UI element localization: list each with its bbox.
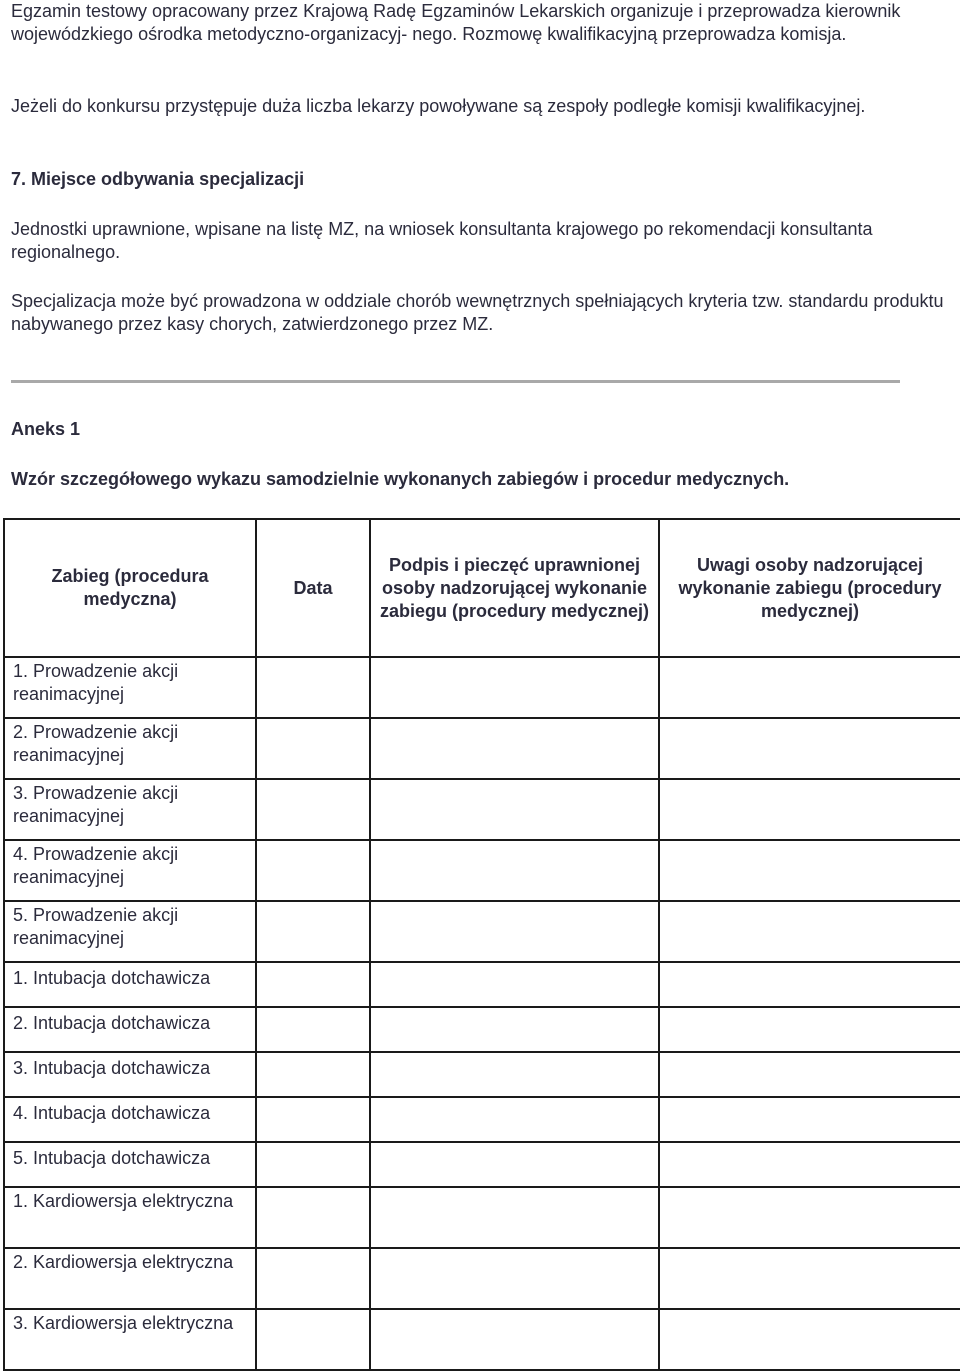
date-cell[interactable] [256,657,370,718]
signature-cell[interactable] [370,657,659,718]
procedure-cell: 2. Prowadzenie akcji reanimacyjnej [4,718,256,779]
remarks-cell[interactable] [659,840,960,901]
procedure-cell: 1. Kardiowersja elektryczna [4,1187,256,1248]
remarks-cell[interactable] [659,657,960,718]
procedure-cell: 4. Prowadzenie akcji reanimacyjnej [4,840,256,901]
signature-cell[interactable] [370,1142,659,1187]
date-cell[interactable] [256,901,370,962]
header-remarks: Uwagi osoby nadzorującej wykonanie zabiegu (procedury medycznej) [659,519,960,657]
intro-paragraph-exam: Egzamin testowy opracowany przez Krajową Radę Egzaminów Lekarskich organizuje i przeprowadza kierownik wojewódzkiego ośrodka metodyczno-organizacyj- nego. Rozmowę kwalifikacyjną przeprowadza komisja. [11,1,901,44]
remarks-cell[interactable] [659,1142,960,1187]
procedure-cell: 2. Intubacja dotchawicza [4,1007,256,1052]
header-procedure: Zabieg (procedura medyczna) [4,519,256,657]
section-7-paragraph-units: Jednostki uprawnione, wpisane na listę MZ, na wniosek konsultanta krajowego po rekomendacji konsultanta regionalnego. [11,219,873,262]
signature-cell[interactable] [370,901,659,962]
table-row [4,657,960,718]
signature-cell[interactable] [370,1248,659,1309]
remarks-cell[interactable] [659,1052,960,1097]
remarks-cell[interactable] [659,1187,960,1248]
annex-title: Aneks 1 [11,419,81,439]
table-row [4,1007,960,1052]
signature-cell[interactable] [370,1309,659,1370]
signature-cell[interactable] [370,1007,659,1052]
table-row [4,1052,960,1097]
table-row [4,1309,960,1370]
remarks-cell[interactable] [659,1097,960,1142]
section-7-paragraph-ward: Specjalizacja może być prowadzona w oddziale chorób wewnętrznych spełniających kryteria tzw. standardu produktu nabywanego przez kasy chorych, zatwierdzonego przez MZ. [11,291,944,334]
date-cell[interactable] [256,1007,370,1052]
table-row [4,1097,960,1142]
table-row [4,779,960,840]
remarks-cell[interactable] [659,901,960,962]
signature-cell[interactable] [370,1052,659,1097]
header-date: Data [256,519,370,657]
procedure-cell: 4. Intubacja dotchawicza [4,1097,256,1142]
remarks-cell[interactable] [659,962,960,1007]
date-cell[interactable] [256,718,370,779]
procedure-cell: 2. Kardiowersja elektryczna [4,1248,256,1309]
remarks-cell[interactable] [659,1007,960,1052]
signature-cell[interactable] [370,962,659,1007]
signature-cell[interactable] [370,718,659,779]
procedure-cell: 3. Kardiowersja elektryczna [4,1309,256,1370]
remarks-cell[interactable] [659,718,960,779]
procedure-cell: 5. Prowadzenie akcji reanimacyjnej [4,901,256,962]
remarks-cell[interactable] [659,1248,960,1309]
signature-cell[interactable] [370,1097,659,1142]
table-row [4,718,960,779]
procedures-table [3,518,960,1371]
horizontal-divider [11,380,900,383]
procedure-cell: 3. Prowadzenie akcji reanimacyjnej [4,779,256,840]
annex-subtitle: Wzór szczegółowego wykazu samodzielnie wykonanych zabiegów i procedur medycznych. [11,469,790,489]
date-cell[interactable] [256,1142,370,1187]
table-row [4,1142,960,1187]
date-cell[interactable] [256,1097,370,1142]
date-cell[interactable] [256,1248,370,1309]
procedure-cell: 5. Intubacja dotchawicza [4,1142,256,1187]
header-signature: Podpis i pieczęć uprawnionej osoby nadzorującej wykonanie zabiegu (procedury medycznej) [370,519,659,657]
table-row [4,962,960,1007]
date-cell[interactable] [256,1309,370,1370]
intro-paragraph-teams: Jeżeli do konkursu przystępuje duża liczba lekarzy powoływane są zespoły podległe komisji kwalifikacyjnej. [11,96,866,116]
date-cell[interactable] [256,962,370,1007]
signature-cell[interactable] [370,1187,659,1248]
table-row [4,901,960,962]
remarks-cell[interactable] [659,779,960,840]
section-7-heading: 7. Miejsce odbywania specjalizacji [11,169,305,189]
table-row [4,1248,960,1309]
date-cell[interactable] [256,1187,370,1248]
date-cell[interactable] [256,1052,370,1097]
table-row [4,840,960,901]
procedure-cell: 3. Intubacja dotchawicza [4,1052,256,1097]
table-header-row [4,519,960,657]
date-cell[interactable] [256,779,370,840]
signature-cell[interactable] [370,779,659,840]
signature-cell[interactable] [370,840,659,901]
procedure-cell: 1. Intubacja dotchawicza [4,962,256,1007]
table-row [4,1187,960,1248]
date-cell[interactable] [256,840,370,901]
table-body [4,657,960,1370]
procedure-cell: 1. Prowadzenie akcji reanimacyjnej [4,657,256,718]
remarks-cell[interactable] [659,1309,960,1370]
